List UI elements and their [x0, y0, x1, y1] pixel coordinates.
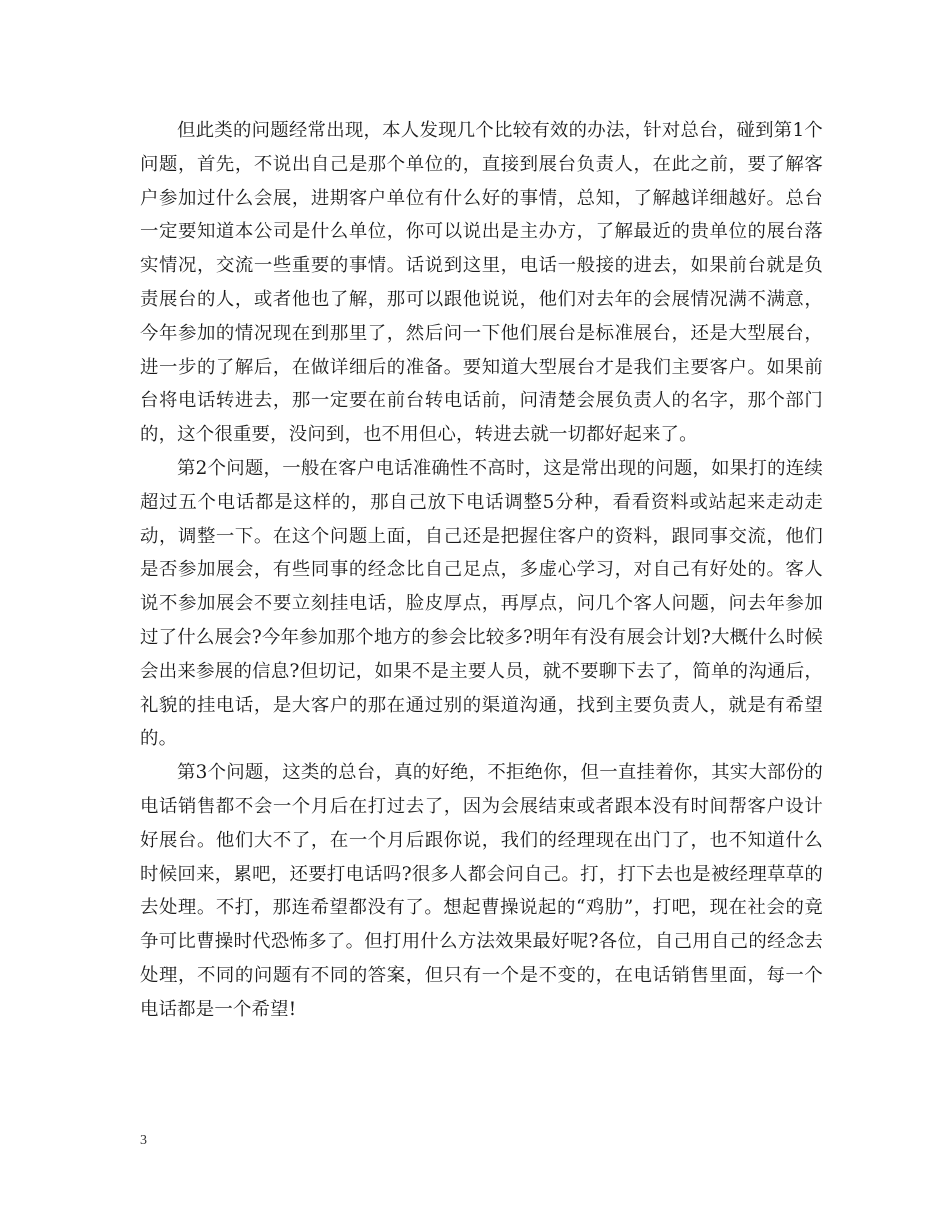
paragraph-3: 第3个问题，这类的总台，真的好绝，不拒绝你，但一直挂着你，其实大部份的电话销售都不会一个月后在打过去了，因为会展结束或者跟本没有时间帮客户设计好展台。他们大不了，在一个月后跟你说，我们的经理现在出门了，也不知道什么时候回来，累吧，还要打电话吗?很多人都会问自己。打，打下去也是被经理草草的去处理。不打，那连希望都没有了。想起曹操说起的“鸡肋”，打吧，现在社会的竟争可比曹操时代恐怖多了。但打用什么方法效果最好呢?各位，自己用自己的经念去处理，不同的问题有不同的答案，但只有一个是不变的，在电话销售里面，每一个电话都是一个希望!	[140, 762, 823, 1020]
body-text	[140, 114, 823, 1027]
page-number: 3	[140, 1133, 147, 1148]
paragraph-2: 第2个问题，一般在客户电话准确性不高时，这是常出现的问题，如果打的连续超过五个电话都是这样的，那自己放下电话调整5分种，看看资料或站起来走动走动，调整一下。在这个问题上面，自己还是把握住客户的资料，跟同事交流，他们是否参加展会，有些同事的经念比自己足点，多虚心学习，对自己有好处的。客人说不参加展会不要立刻挂电话，脸皮厚点，再厚点，问几个客人问题，问去年参加过了什么展会?今年参加那个地方的参会比较多?明年有没有展会计划?大概什么时候会出来参展的信息?但切记，如果不是主要人员，就不要聊下去了，简单的沟通后，礼貌的挂电话，是大客户的那在通过别的渠道沟通，找到主要负责人，就是有希望的。	[140, 457, 823, 750]
paragraph-1: 但此类的问题经常出现，本人发现几个比较有效的办法，针对总台，碰到第1个问题，首先，不说出自己是那个单位的，直接到展台负责人，在此之前，要了解客户参加过什么会展，进期客户单位有什么好的事情，总知，了解越详细越好。总台一定要知道本公司是什么单位，你可以说出是主办方，了解最近的贵单位的展台落实情况，交流一些重要的事情。话说到这里，电话一般接的进去，如果前台就是负责展台的人，或者他也了解，那可以跟他说说，他们对去年的会展情况满不满意，今年参加的情况现在到那里了，然后问一下他们展台是标准展台，还是大型展台，进一步的了解后，在做详细后的准备。要知道大型展台才是我们主要客户。如果前台将电话转进去，那一定要在前台转电话前，问清楚会展负责人的名字，那个部门的，这个很重要，没问到，也不用但心，转进去就一切都好起来了。	[140, 120, 823, 446]
